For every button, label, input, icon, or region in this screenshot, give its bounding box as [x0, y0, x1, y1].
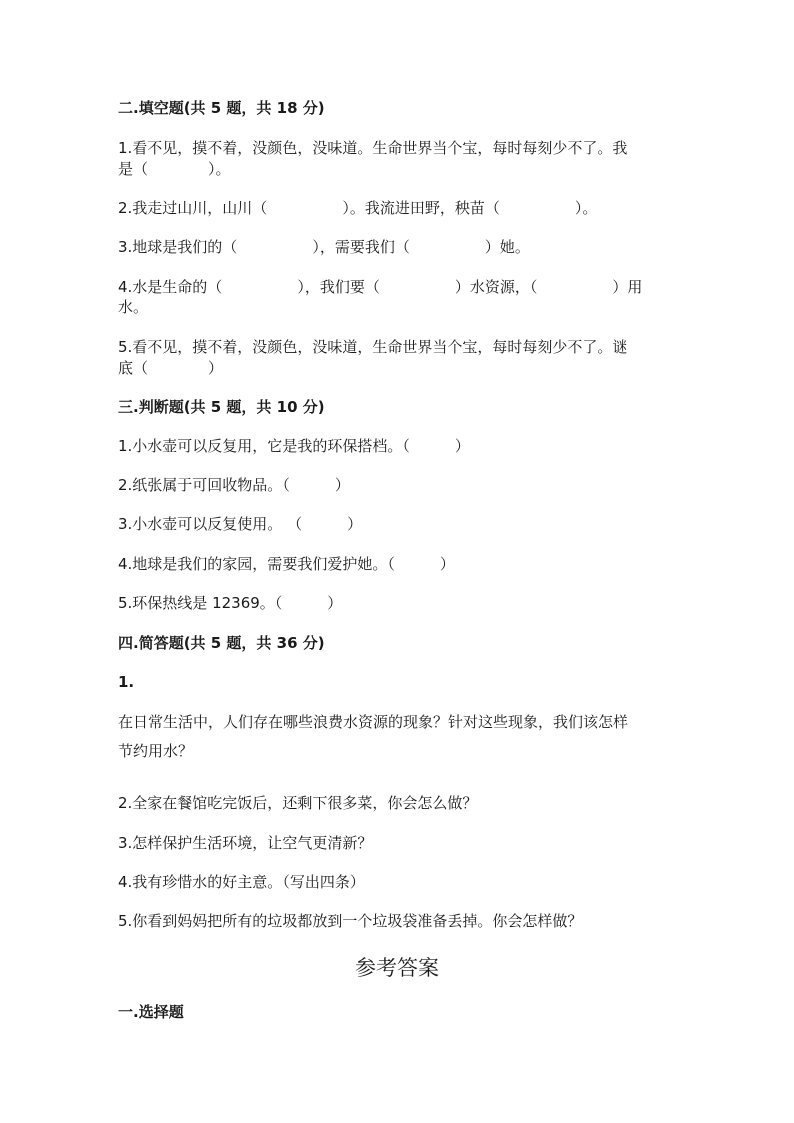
fill-q5-line2: 底（ ） [118, 359, 224, 377]
fill-q5-line1: 5.看不见，摸不着，没颜色，没味道，生命世界当个宝，每时每刻少不了。谜 [118, 338, 628, 356]
judge-q1: 1.小水壶可以反复用，它是我的环保搭档。（ ） [118, 437, 470, 455]
judge-section-heading: 三.判断题(共 5 题，共 10 分) [118, 398, 325, 416]
short-section-heading: 四.简答题(共 5 题，共 36 分) [118, 634, 325, 652]
fill-q4-line1: 4.水是生命的（ ），我们要（ ）水资源，（ ）用 [118, 278, 643, 296]
short-q1-number: 1. [118, 673, 135, 691]
short-q3: 3.怎样保护生活环境，让空气更清新？ [118, 834, 373, 852]
fill-q1-line1: 1.看不见，摸不着，没颜色，没味道。生命世界当个宝，每时每刻少不了。我 [118, 139, 628, 157]
short-q2: 2.全家在餐馆吃完饭后，还剩下很多菜，你会怎么做？ [118, 794, 478, 812]
short-q5: 5.你看到妈妈把所有的垃圾都放到一个垃圾袋准备丢掉。你会怎样做？ [118, 912, 583, 930]
fill-q3: 3.地球是我们的（ ），需要我们（ ）她。 [118, 238, 530, 256]
judge-q5: 5.环保热线是 12369。（ ） [118, 594, 343, 612]
short-q1-line2: 节约用水？ [118, 742, 194, 760]
fill-q4-line2: 水。 [118, 298, 149, 316]
short-q1-line1: 在日常生活中，人们存在哪些浪费水资源的现象？针对这些现象，我们该怎样 [118, 713, 629, 731]
judge-q4: 4.地球是我们的家园，需要我们爱护她。（ ） [118, 555, 455, 573]
fill-section-heading: 二.填空题(共 5 题，共 18 分) [118, 99, 325, 117]
answers-title: 参考答案 [355, 956, 439, 980]
judge-q2: 2.纸张属于可回收物品。（ ） [118, 476, 350, 494]
short-q4: 4.我有珍惜水的好主意。（写出四条） [118, 873, 365, 891]
fill-q1-line2: 是（ ）。 [118, 160, 231, 178]
answers-sub-heading: 一.选择题 [118, 1003, 184, 1021]
fill-q2: 2.我走过山川，山川（ ）。我流进田野，秧苗（ ）。 [118, 199, 598, 217]
judge-q3: 3.小水壶可以反复使用。 （ ） [118, 515, 363, 533]
